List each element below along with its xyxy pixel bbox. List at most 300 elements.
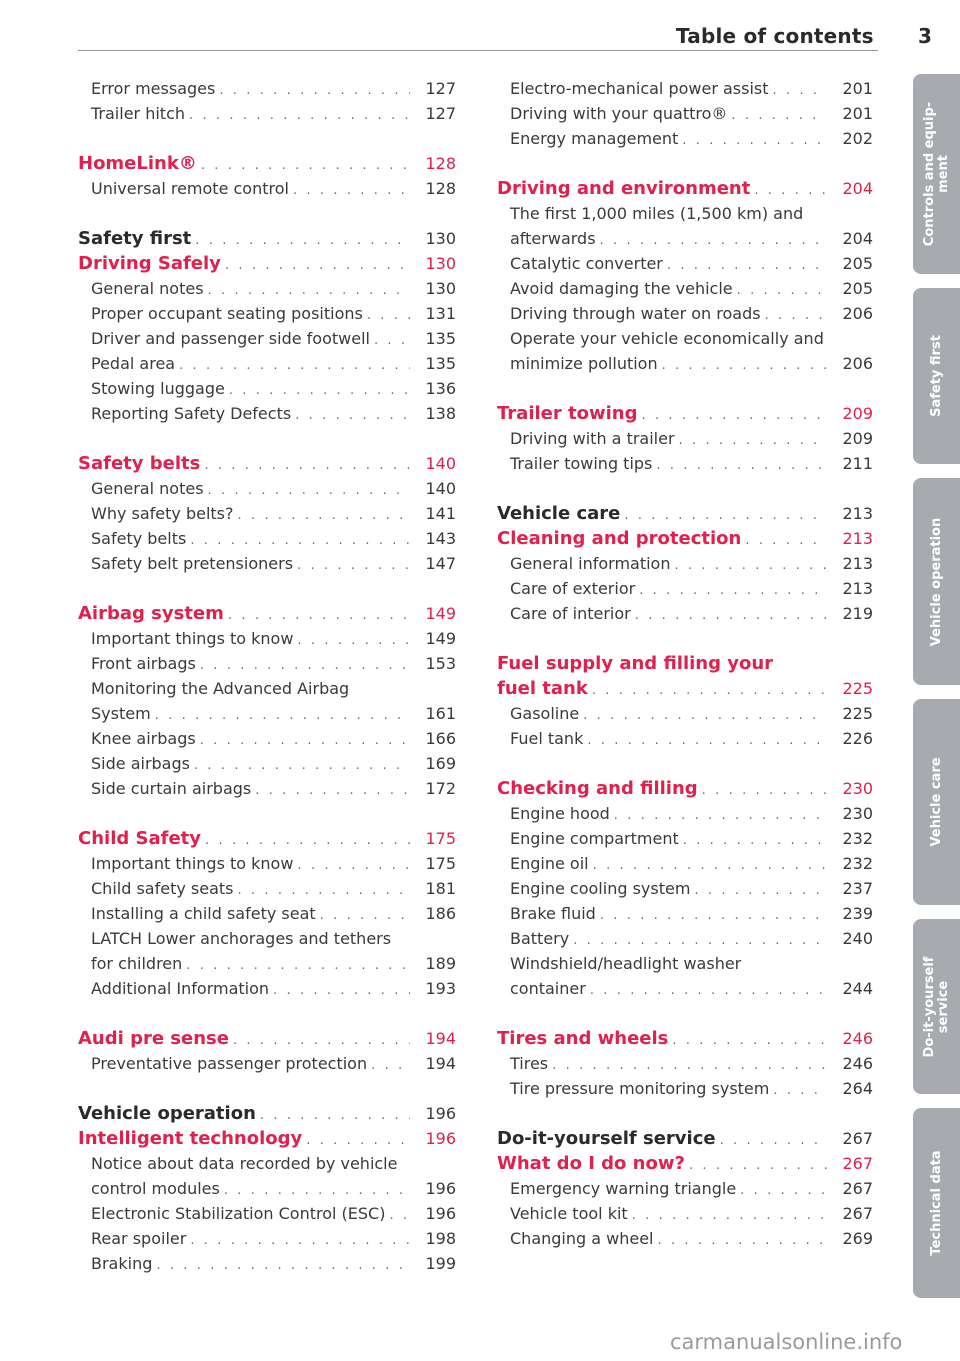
toc-entry[interactable] xyxy=(497,976,873,1001)
toc-page-number: 196 xyxy=(425,1179,456,1198)
toc-entry[interactable] xyxy=(497,1176,873,1201)
toc-entry-title: Driving Safely xyxy=(78,253,221,274)
toc-page-number: 211 xyxy=(842,454,873,473)
toc-leader-dots xyxy=(694,878,827,903)
toc-leader-dots xyxy=(255,778,410,803)
toc-entry-title: Side airbags xyxy=(91,754,190,773)
toc-entry-title: Safety belt pretensioners xyxy=(91,554,294,573)
toc-entry-title: Braking xyxy=(91,1254,153,1273)
toc-entry[interactable] xyxy=(497,201,873,226)
toc-entry-title: Electronic Stabilization Control (ESC) xyxy=(91,1204,386,1223)
toc-leader-dots xyxy=(194,753,410,778)
toc-page-number: 130 xyxy=(425,229,456,248)
toc-gap xyxy=(497,626,873,651)
toc-leader-dots xyxy=(662,353,827,378)
toc-entry-title: Safety belts xyxy=(91,529,187,548)
toc-leader-dots xyxy=(656,453,827,478)
toc-leader-dots xyxy=(754,178,827,203)
toc-entry[interactable] xyxy=(497,426,873,451)
toc-entry-title: Checking and filling xyxy=(497,778,698,799)
toc-entry[interactable] xyxy=(78,276,456,301)
toc-entry-title: Universal remote control xyxy=(91,179,289,198)
toc-entry-title: Tires xyxy=(510,1054,549,1073)
toc-leader-dots xyxy=(674,553,827,578)
toc-page-number: 138 xyxy=(425,404,456,423)
toc-entry-title: Rear spoiler xyxy=(91,1229,187,1248)
toc-page-number: 140 xyxy=(425,479,456,498)
toc-leader-dots xyxy=(765,303,827,328)
toc-entry-title: Knee airbags xyxy=(91,729,196,748)
toc-entry[interactable] xyxy=(497,551,873,576)
toc-page-number: 240 xyxy=(842,929,873,948)
toc-entry[interactable] xyxy=(497,226,873,251)
toc-leader-dots xyxy=(614,803,827,828)
toc-entry-title: General information xyxy=(510,554,671,573)
toc-section-entry[interactable] xyxy=(497,401,873,426)
toc-entry-title: fuel tank xyxy=(497,678,588,699)
toc-entry-title: afterwards xyxy=(510,229,596,248)
toc-leader-dots xyxy=(745,528,827,553)
toc-entry[interactable] xyxy=(497,1226,873,1251)
toc-entry[interactable] xyxy=(497,951,873,976)
toc-page-number: 194 xyxy=(425,1054,456,1073)
toc-section-entry[interactable] xyxy=(497,1151,873,1176)
side-tab-safety[interactable] xyxy=(913,288,960,464)
toc-entry-title: Engine oil xyxy=(510,854,589,873)
toc-entry-title: Reporting Safety Defects xyxy=(91,404,292,423)
toc-page-number: 128 xyxy=(425,179,456,198)
toc-entry-title: Engine compartment xyxy=(510,829,679,848)
toc-leader-dots xyxy=(155,703,410,728)
toc-entry-title: Battery xyxy=(510,929,570,948)
toc-leader-dots xyxy=(297,553,410,578)
toc-gap xyxy=(78,576,456,601)
toc-page-number: 232 xyxy=(842,854,873,873)
toc-leader-dots xyxy=(190,528,410,553)
toc-entry[interactable] xyxy=(497,726,873,751)
toc-entry-title: Gasoline xyxy=(510,704,580,723)
toc-page-number: 130 xyxy=(425,254,456,273)
toc-entry[interactable] xyxy=(497,101,873,126)
toc-entry-title: Driving through water on roads xyxy=(510,304,761,323)
toc-entry-title: Important things to know xyxy=(91,629,294,648)
toc-section-entry[interactable] xyxy=(497,501,873,526)
toc-page-number: 225 xyxy=(842,679,873,698)
toc-leader-dots xyxy=(682,128,827,153)
toc-page-number: 201 xyxy=(842,79,873,98)
toc-entry[interactable] xyxy=(78,1251,456,1276)
toc-entry[interactable] xyxy=(78,1051,456,1076)
toc-leader-dots xyxy=(237,878,410,903)
toc-leader-dots xyxy=(689,1153,827,1178)
toc-leader-dots xyxy=(208,478,410,503)
toc-page-number: 267 xyxy=(842,1154,873,1173)
header-rule xyxy=(78,50,878,51)
toc-entry-title: Windshield/headlight washer xyxy=(510,954,742,973)
toc-page-number: 149 xyxy=(425,629,456,648)
toc-page-number: 264 xyxy=(842,1079,873,1098)
toc-entry[interactable] xyxy=(78,726,456,751)
toc-entry[interactable] xyxy=(78,101,456,126)
toc-section-entry[interactable] xyxy=(497,776,873,801)
toc-entry[interactable] xyxy=(78,476,456,501)
toc-gap xyxy=(497,151,873,176)
toc-entry-title: Vehicle tool kit xyxy=(510,1204,628,1223)
toc-leader-dots xyxy=(371,1053,410,1078)
toc-leader-dots xyxy=(635,603,827,628)
toc-leader-dots xyxy=(702,778,827,803)
toc-section-entry[interactable] xyxy=(78,826,456,851)
toc-page-number: 246 xyxy=(842,1029,873,1048)
toc-leader-dots xyxy=(592,678,827,703)
toc-entry-title: Driving and environment xyxy=(497,178,751,199)
toc-leader-dots xyxy=(200,728,410,753)
toc-leader-dots xyxy=(179,353,410,378)
toc-leader-dots xyxy=(189,103,410,128)
toc-gap xyxy=(78,426,456,451)
toc-entry[interactable] xyxy=(78,876,456,901)
toc-page-number: 127 xyxy=(425,79,456,98)
toc-leader-dots xyxy=(720,1128,827,1153)
toc-leader-dots xyxy=(683,828,827,853)
toc-leader-dots xyxy=(389,1203,410,1228)
toc-entry-title: Child safety seats xyxy=(91,879,234,898)
toc-leader-dots xyxy=(156,1253,410,1278)
toc-page-number: 175 xyxy=(425,829,456,848)
toc-leader-dots xyxy=(374,328,410,353)
toc-entry-title: HomeLink® xyxy=(78,153,197,174)
toc-entry-title: Energy management xyxy=(510,129,679,148)
toc-entry[interactable] xyxy=(497,701,873,726)
toc-entry[interactable] xyxy=(78,976,456,1001)
side-tab-diy[interactable] xyxy=(913,919,960,1094)
toc-leader-dots xyxy=(773,78,827,103)
toc-page-number: 193 xyxy=(425,979,456,998)
toc-entry-title: Audi pre sense xyxy=(78,1028,229,1049)
toc-entry-title: Preventative passenger protection xyxy=(91,1054,368,1073)
toc-leader-dots xyxy=(297,628,410,653)
toc-entry[interactable] xyxy=(78,1151,456,1176)
toc-entry[interactable] xyxy=(78,351,456,376)
toc-entry[interactable] xyxy=(78,651,456,676)
toc-page-number: 239 xyxy=(842,904,873,923)
toc-leader-dots xyxy=(201,153,410,178)
toc-page-number: 226 xyxy=(842,729,873,748)
toc-page-number: 202 xyxy=(842,129,873,148)
toc-page-number: 169 xyxy=(425,754,456,773)
toc-page-number: 230 xyxy=(842,779,873,798)
toc-entry-title: Vehicle operation xyxy=(78,1103,256,1124)
toc-page-number: 244 xyxy=(842,979,873,998)
toc-page-number: 127 xyxy=(425,104,456,123)
toc-section-entry[interactable] xyxy=(78,151,456,176)
toc-entry[interactable] xyxy=(497,1201,873,1226)
toc-entry[interactable] xyxy=(497,301,873,326)
toc-leader-dots xyxy=(593,853,827,878)
toc-gap xyxy=(497,376,873,401)
toc-leader-dots xyxy=(190,1228,410,1253)
toc-page-number: 225 xyxy=(842,704,873,723)
toc-entry-title: Engine cooling system xyxy=(510,879,691,898)
toc-leader-dots xyxy=(208,278,410,303)
toc-leader-dots xyxy=(590,978,827,1003)
toc-leader-dots xyxy=(740,1178,827,1203)
toc-leader-dots xyxy=(573,928,827,953)
toc-leader-dots xyxy=(293,178,410,203)
toc-page-number: 199 xyxy=(425,1254,456,1273)
toc-page-number: 175 xyxy=(425,854,456,873)
toc-page-number: 232 xyxy=(842,829,873,848)
toc-entry[interactable] xyxy=(78,1176,456,1201)
toc-entry-title: Safety first xyxy=(78,228,192,249)
toc-page-number: 201 xyxy=(842,104,873,123)
toc-entry[interactable] xyxy=(78,751,456,776)
toc-leader-dots xyxy=(632,1203,827,1228)
toc-leader-dots xyxy=(367,303,410,328)
toc-entry[interactable] xyxy=(497,251,873,276)
toc-entry-title: Care of exterior xyxy=(510,579,636,598)
toc-gap xyxy=(78,201,456,226)
toc-entry-title: Electro-mechanical power assist xyxy=(510,79,769,98)
toc-entry-title: General notes xyxy=(91,279,204,298)
toc-page-number: 153 xyxy=(425,654,456,673)
toc-page-number: 246 xyxy=(842,1054,873,1073)
toc-section-entry[interactable] xyxy=(497,526,873,551)
toc-entry-title: Avoid damaging the vehicle xyxy=(510,279,733,298)
toc-page-number: 141 xyxy=(425,504,456,523)
toc-entry[interactable] xyxy=(497,276,873,301)
toc-entry[interactable] xyxy=(78,626,456,651)
toc-entry-title: Cleaning and protection xyxy=(497,528,742,549)
toc-gap xyxy=(497,1001,873,1026)
toc-page-number: 149 xyxy=(425,604,456,623)
toc-leader-dots xyxy=(600,903,827,928)
toc-entry[interactable] xyxy=(78,301,456,326)
toc-section-entry[interactable] xyxy=(78,1126,456,1151)
toc-leader-dots xyxy=(731,103,827,128)
toc-leader-dots xyxy=(672,1028,827,1053)
toc-section-entry[interactable] xyxy=(78,1101,456,1126)
toc-entry-title: Do-it-yourself service xyxy=(497,1128,716,1149)
toc-entry[interactable] xyxy=(497,1076,873,1101)
toc-leader-dots xyxy=(552,1053,827,1078)
toc-page-number: 128 xyxy=(425,154,456,173)
toc-page-number: 205 xyxy=(842,279,873,298)
watermark: carmanualsonline.info xyxy=(670,1330,903,1354)
toc-entry[interactable] xyxy=(78,926,456,951)
toc-entry[interactable] xyxy=(78,401,456,426)
toc-page-number: 131 xyxy=(425,304,456,323)
toc-leader-dots xyxy=(238,503,410,528)
toc-entry-title: LATCH Lower anchorages and tethers xyxy=(91,929,392,948)
toc-entry[interactable] xyxy=(497,76,873,101)
toc-page-number: 135 xyxy=(425,329,456,348)
toc-entry[interactable] xyxy=(497,576,873,601)
page-number: 3 xyxy=(918,24,932,48)
toc-entry-title: Side curtain airbags xyxy=(91,779,252,798)
toc-entry[interactable] xyxy=(497,126,873,151)
toc-leader-dots xyxy=(200,653,410,678)
toc-page-number: 213 xyxy=(842,554,873,573)
toc-entry-title: Monitoring the Advanced Airbag xyxy=(91,679,350,698)
toc-leader-dots xyxy=(587,728,827,753)
toc-leader-dots xyxy=(295,403,410,428)
toc-entry[interactable] xyxy=(497,351,873,376)
toc-entry-title: Tire pressure monitoring system xyxy=(510,1079,770,1098)
toc-entry[interactable] xyxy=(497,826,873,851)
toc-page-number: 136 xyxy=(425,379,456,398)
toc-entry[interactable] xyxy=(78,951,456,976)
toc-page-number: 219 xyxy=(842,604,873,623)
toc-leader-dots xyxy=(641,403,827,428)
toc-entry-title: Engine hood xyxy=(510,804,610,823)
toc-entry[interactable] xyxy=(497,451,873,476)
toc-leader-dots xyxy=(306,1128,410,1153)
toc-entry[interactable] xyxy=(78,851,456,876)
toc-right-column xyxy=(497,76,873,1251)
side-tab-operation[interactable] xyxy=(913,478,960,685)
toc-leader-dots xyxy=(224,1178,410,1203)
toc-section-entry[interactable] xyxy=(78,251,456,276)
toc-page-number: 161 xyxy=(425,704,456,723)
toc-entry[interactable] xyxy=(497,801,873,826)
toc-entry[interactable] xyxy=(78,1226,456,1251)
toc-page-number: 267 xyxy=(842,1129,873,1148)
side-tab-label: Vehicle operation xyxy=(928,517,944,646)
toc-entry[interactable] xyxy=(497,326,873,351)
toc-page-number: 209 xyxy=(842,404,873,423)
toc-leader-dots xyxy=(229,378,410,403)
toc-gap xyxy=(78,1001,456,1026)
toc-leader-dots xyxy=(233,1028,410,1053)
toc-entry[interactable] xyxy=(78,1201,456,1226)
toc-leader-dots xyxy=(320,903,410,928)
toc-page-number: 198 xyxy=(425,1229,456,1248)
side-tab-label: Safety first xyxy=(928,335,944,417)
toc-page-number: 172 xyxy=(425,779,456,798)
toc-entry[interactable] xyxy=(497,601,873,626)
toc-page-number: 267 xyxy=(842,1204,873,1223)
toc-entry[interactable] xyxy=(497,851,873,876)
toc-gap xyxy=(497,1101,873,1126)
toc-page-number: 196 xyxy=(425,1204,456,1223)
toc-entry[interactable] xyxy=(78,76,456,101)
side-tab-technical[interactable] xyxy=(913,1108,960,1298)
toc-gap xyxy=(497,476,873,501)
toc-leader-dots xyxy=(297,853,410,878)
toc-section-entry[interactable] xyxy=(78,1026,456,1051)
toc-entry[interactable] xyxy=(497,926,873,951)
toc-entry-title: Proper occupant seating positions xyxy=(91,304,363,323)
toc-entry[interactable] xyxy=(78,551,456,576)
toc-entry-title: Airbag system xyxy=(78,603,224,624)
toc-entry-title: Vehicle care xyxy=(497,503,621,524)
toc-section-entry[interactable] xyxy=(497,1026,873,1051)
toc-entry[interactable] xyxy=(78,376,456,401)
toc-section-entry[interactable] xyxy=(78,226,456,251)
toc-page-number: 213 xyxy=(842,579,873,598)
toc-page-number: 147 xyxy=(425,554,456,573)
toc-page-number: 267 xyxy=(842,1179,873,1198)
toc-page-number: 189 xyxy=(425,954,456,973)
toc-gap xyxy=(78,801,456,826)
toc-leader-dots xyxy=(260,1103,410,1128)
toc-entry-title: control modules xyxy=(91,1179,220,1198)
toc-entry[interactable] xyxy=(497,1051,873,1076)
toc-section-entry[interactable] xyxy=(78,451,456,476)
toc-section-entry[interactable] xyxy=(497,676,873,701)
toc-page-number: 130 xyxy=(425,279,456,298)
toc-page-number: 269 xyxy=(842,1229,873,1248)
toc-leader-dots xyxy=(773,1078,827,1103)
side-tab-care[interactable] xyxy=(913,699,960,905)
toc-gap xyxy=(78,126,456,151)
side-tab-label: Vehicle care xyxy=(928,757,944,847)
toc-leader-dots xyxy=(679,428,827,453)
toc-leader-dots xyxy=(624,503,827,528)
toc-gap xyxy=(497,751,873,776)
toc-entry-title: Front airbags xyxy=(91,654,196,673)
toc-section-entry[interactable] xyxy=(78,601,456,626)
side-tab-label: Do-it-yourself service xyxy=(921,956,951,1057)
toc-leader-dots xyxy=(225,253,410,278)
toc-page-number: 194 xyxy=(425,1029,456,1048)
toc-section-entry[interactable] xyxy=(497,1126,873,1151)
toc-entry[interactable] xyxy=(78,701,456,726)
toc-leader-dots xyxy=(273,978,410,1003)
toc-entry[interactable] xyxy=(78,326,456,351)
toc-leader-dots xyxy=(583,703,827,728)
toc-entry[interactable] xyxy=(497,901,873,926)
toc-entry-title: Brake fluid xyxy=(510,904,596,923)
toc-section-entry[interactable] xyxy=(497,176,873,201)
toc-entry-title: minimize pollution xyxy=(510,354,658,373)
toc-entry-title: Important things to know xyxy=(91,854,294,873)
toc-entry-title: Child Safety xyxy=(78,828,202,849)
toc-page-number: 213 xyxy=(842,529,873,548)
toc-entry-title: Pedal area xyxy=(91,354,176,373)
toc-leader-dots xyxy=(639,578,827,603)
toc-gap xyxy=(78,1076,456,1101)
toc-entry-title: Catalytic converter xyxy=(510,254,663,273)
toc-entry[interactable] xyxy=(497,876,873,901)
toc-leader-dots xyxy=(195,228,410,253)
page-title: Table of contents xyxy=(676,24,874,48)
side-tab-controls[interactable] xyxy=(913,74,960,274)
toc-entry[interactable] xyxy=(78,501,456,526)
toc-entry-title: Error messages xyxy=(91,79,216,98)
toc-entry[interactable] xyxy=(78,176,456,201)
toc-entry-title: Emergency warning triangle xyxy=(510,1179,737,1198)
toc-entry-title: Stowing luggage xyxy=(91,379,225,398)
toc-entry-title: Operate your vehicle economically and xyxy=(510,329,824,348)
toc-entry[interactable] xyxy=(78,526,456,551)
toc-entry[interactable] xyxy=(78,776,456,801)
toc-entry-title: Driver and passenger side footwell xyxy=(91,329,370,348)
toc-page-number: 181 xyxy=(425,879,456,898)
toc-page-number: 196 xyxy=(425,1104,456,1123)
toc-entry-title: Tires and wheels xyxy=(497,1028,669,1049)
toc-page-number: 186 xyxy=(425,904,456,923)
toc-entry[interactable] xyxy=(78,676,456,701)
toc-section-entry[interactable] xyxy=(497,651,873,676)
toc-entry-title: Intelligent technology xyxy=(78,1128,303,1149)
toc-entry-title: Why safety belts? xyxy=(91,504,234,523)
toc-page-number: 237 xyxy=(842,879,873,898)
toc-entry[interactable] xyxy=(78,901,456,926)
toc-leader-dots xyxy=(658,1228,828,1253)
toc-page-number: 204 xyxy=(842,229,873,248)
